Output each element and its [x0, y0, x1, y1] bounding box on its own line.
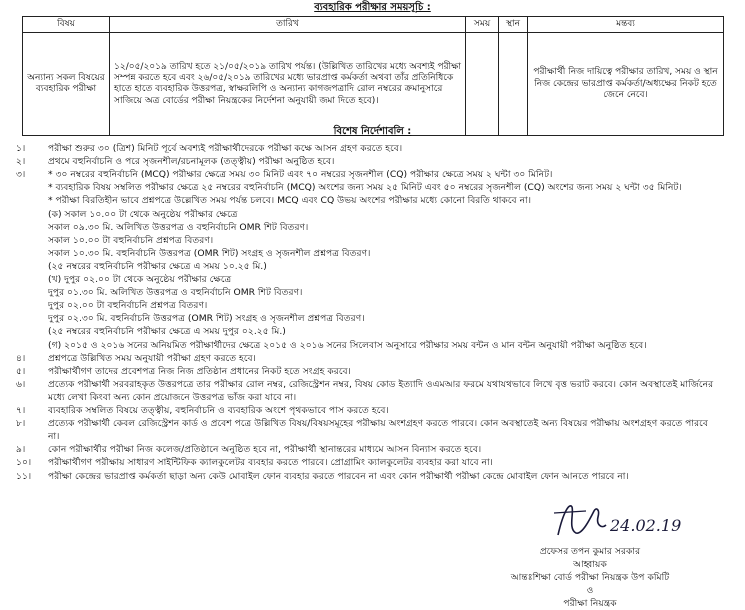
instruction-line: পরীক্ষার্থীগণ পরীক্ষায় সাধারণ সাইন্টিফিক ক্যালকুলেটর ব্যবহার করতে পারবে। প্রোগ্রামিং ক্যালকুলেটর ব্যবহার করা যাবে না। [48, 457, 493, 469]
instruction-line: (২৫ নম্বরের বহুনির্বাচনি পরীক্ষার ক্ষেত্রে এ সময় ১০.২৫ মি.) [48, 260, 267, 272]
table-row [23, 33, 724, 136]
signer-name: প্রফেসর তপন কুমার সরকার [539, 546, 641, 557]
signer-role-and: ও [586, 585, 594, 596]
instruction-number: ৮। [16, 418, 26, 430]
instruction-number: ১১। [16, 470, 32, 482]
header-place: স্থান [499, 17, 528, 33]
instruction-number: ১। [16, 143, 26, 154]
instruction-line: পরীক্ষা শুরুর ৩০ (ত্রিশ) মিনিট পূর্বে অবশ্যই পরীক্ষার্থীদেরকে পরীক্ষা কক্ষে আসন গ্রহণ করতে হবে। [48, 143, 403, 154]
signer-role-committee: আন্তঃশিক্ষা বোর্ড পরীক্ষা নিয়ন্ত্রক উপ কমিটি [510, 572, 670, 583]
instruction-line: প্রশ্নপত্রে উল্লিখিত সময় অনুযায়ী পরীক্ষা গ্রহণ করতে হবে। [48, 352, 256, 364]
instruction-line: * ৩০ নম্বরের বহুনির্বাচনি (MCQ) পরীক্ষার ক্ষেত্রে সময় ৩০ মিনিট এবং ৭০ নম্বরের সৃজনশীল (CQ) পরীক্ষার ক্ষেত্রে সময় ২ ঘন্টা ৩০ মিনিট। [48, 169, 553, 181]
instruction-line: প্রথমে বহুনির্বাচনি ও পরে সৃজনশীল/রচনামূলক (তত্ত্বীয়) পরীক্ষা অনুষ্ঠিত হবে। [48, 156, 335, 168]
instruction-line: সকাল ০৯.৩০ মি. অলিখিত উত্তরপত্র ও বহুনির্বাচনি OMR শিট বিতরণ। [48, 221, 309, 233]
signer-role-convener: আহ্বায়ক [573, 559, 607, 570]
instruction-line: (খ) দুপুর ০২.০০ টা থেকে অনুষ্ঠেয় পরীক্ষার ক্ষেত্রে [48, 274, 232, 285]
instruction-number: ৭। [16, 405, 26, 416]
instruction-line: দুপুর ০২.৩০ মি. বহুনির্বাচনি উত্তরপত্র (OMR শিট) সংগ্রহ ও সৃজনশীল প্রশ্নপত্র বিতরণ। [48, 313, 365, 325]
instruction-number: ৬। [16, 378, 26, 390]
instruction-line: দুপুর ০১.৩০ মি. অলিখিত উত্তরপত্র ও বহুনির্বাচনি OMR শিট বিতরণ। [48, 287, 303, 299]
instruction-line: * ব্যবহারিক বিষয় সম্বলিত পরীক্ষার ক্ষেত্রে ২৫ নম্বরের বহুনির্বাচনি (MCQ) অংশের জন্য সময় ২৫ মিনিট এবং ৫০ নম্বরের সৃজনশীল (CQ) অংশের জন্য সময় ২ ঘন্টা ৩৫ মিনিট। [48, 182, 682, 194]
header-time: সময় [466, 17, 499, 33]
header-date: তারিখ [110, 17, 466, 33]
header-remarks: মন্তব্য [528, 17, 724, 33]
instruction-line: সকাল ১০.০০ টা বহুনির্বাচনি প্রশ্নপত্র বিতরণ। [48, 234, 214, 246]
signer-role-controller: পরীক্ষা নিয়ন্ত্রক [563, 598, 617, 609]
instruction-line: প্রত্যেক পরীক্ষার্থী সরবরাহকৃত উত্তরপত্রে তার পরীক্ষার রোল নম্বর, রেজিস্ট্রেশন নম্বর, বিষয় কোড ইত্যাদি ওএমআর ফরমে যথাযথভাবে লিখে বৃত্ত ভরাট করবে। কোন অবস্থাতেই মার্জিনের [48, 378, 714, 390]
page-title: ব্যবহারিক পরীক্ষার সময়সূচি : [314, 2, 431, 13]
header-subject: বিষয় [23, 17, 110, 33]
section-title: বিশেষ নির্দেশাবলি : [333, 126, 412, 137]
subject-cell: অন্যান্য সকল বিষয়ের ব্যবহারিক পরীক্ষা [23, 33, 110, 136]
instruction-line: কোন পরীক্ষার্থীর পরীক্ষা নিজ কলেজ/প্রতিষ্ঠানে অনুষ্ঠিত হবে না, পরীক্ষার্থী স্থানান্তরের মাধ্যমে আসন বিন্যাস করতে হবে। [48, 444, 482, 456]
instruction-line: না। [48, 431, 60, 443]
signature-block [470, 545, 710, 610]
instruction-number: ১০। [16, 457, 32, 469]
place-cell [499, 33, 528, 136]
instruction-line: প্রত্যেক পরীক্ষার্থী কেবল রেজিস্ট্রেশন কার্ড ও প্রবেশ পত্রে উল্লিখিত বিষয়/বিষয়সমূহের পরীক্ষায় অংশগ্রহণ করতে পারবে। কোন অবস্থাতেই অন্য বিষয়ের পরীক্ষায় অংশগ্রহণ করতে পারবে [48, 418, 708, 430]
instruction-line: পরীক্ষা কেন্দ্রের ভারপ্রাপ্ত কর্মকর্তা ছাড়া অন্য কেউ মোবাইল ফোন ব্যবহার করতে পারবেন না এবং কোন পরীক্ষার্থী পরীক্ষা কেন্দ্রে মোবাইল ফোন আনতে পারবে না। [48, 470, 629, 482]
table-header-row [23, 17, 724, 33]
date-cell: ১২/০৫/২০১৯ তারিখ হতে ২১/০৫/২০১৯ তারিখ পর্যন্ত। (উল্লিখিত তারিখের মধ্যে অবশ্যই পরীক্ষা সম্পন্ন করতে হবে এবং ২৬/০৫/২০১৯ তারিখের মধ্যে ভারপ্রাপ্ত কর্মকর্তা অথবা তাঁর প্রতিনিধিকে হাতে হাতে ব্যবহারিক উত্তরপত্র, স্বাক্ষরলিপি ও অন্যান্য কাগজপত্রাদি রোল নম্বরের ক্রমানুসারে সাজিয়ে অত্র বোর্ডের পরীক্ষা নিয়ন্ত্রকের নির্দেশনা অনুযায়ী জমা দিতে হবে)। [110, 33, 466, 136]
signature-date: 24.02.19 [610, 516, 682, 535]
instruction-line: পরীক্ষার্থীগণ তাদের প্রবেশপত্র নিজ নিজ প্রতিষ্ঠান প্রধানের নিকট হতে সংগ্রহ করবে। [48, 365, 351, 377]
instruction-line: (২৫ নম্বরের বহুনির্বাচনি পরীক্ষার ক্ষেত্রে এ সময় দুপুর ০২.২৫ মি.) [48, 326, 286, 338]
instruction-number: ৫। [16, 365, 26, 377]
schedule-table [22, 16, 724, 136]
instruction-number: ৯। [16, 444, 26, 456]
instruction-line: দুপুর ০২.০০ টা বহুনির্বাচনি প্রশ্নপত্র বিতরণ। [48, 300, 208, 312]
instruction-line: (গ) ২০১৫ ও ২০১৬ সনের অনিয়মিত পরীক্ষার্থীদের ক্ষেত্রে ২০১৫ ও ২০১৬ সনের সিলেবাস অনুসারে পরীক্ষার সময় বন্টন ও মান বন্টন অনুযায়ী পরীক্ষা অনুষ্ঠিত হবে। [48, 339, 647, 351]
instruction-number: ২। [16, 156, 26, 168]
time-cell [466, 33, 499, 136]
instruction-line: ব্যবহারিক সম্বলিত বিষয়ে তত্ত্বীয়, বহুনির্বাচনি ও ব্যবহারিক অংশে পৃথকভাবে পাস করতে হবে। [48, 405, 389, 416]
remarks-cell: পরীক্ষার্থী নিজ দায়িত্বে পরীক্ষার তারিখ, সময় ও স্থান নিজ কেন্দ্রের ভারপ্রাপ্ত কর্মকর্তা/অধ্যক্ষের নিকট হতে জেনে নেবে। [528, 33, 724, 136]
instruction-line: মধ্যে লেখা কিংবা অন্য কোন প্রয়োজনে উত্তরপত্র ভাঁজ করা যাবে না। [48, 391, 297, 403]
instruction-line: (ক) সকাল ১০.০০ টা থেকে অনুষ্ঠেয় পরীক্ষার ক্ষেত্রে [48, 208, 238, 220]
instruction-line: * পরীক্ষা বিরতিহীন ভাবে প্রশ্নপত্রে উল্লেখিত সময় পর্যন্ত চলবে। MCQ এবং CQ উভয় অংশের পরীক্ষার মধ্যে কোনো বিরতি থাকবে না। [48, 195, 532, 207]
instruction-line: সকাল ১০.৩০ মি. বহুনির্বাচনি উত্তরপত্র (OMR শিট) সংগ্রহ ও সৃজনশীল প্রশ্নপত্র বিতরণ। [48, 247, 371, 259]
instruction-number: ৩। [16, 169, 26, 181]
instruction-number: ৪। [16, 352, 26, 364]
